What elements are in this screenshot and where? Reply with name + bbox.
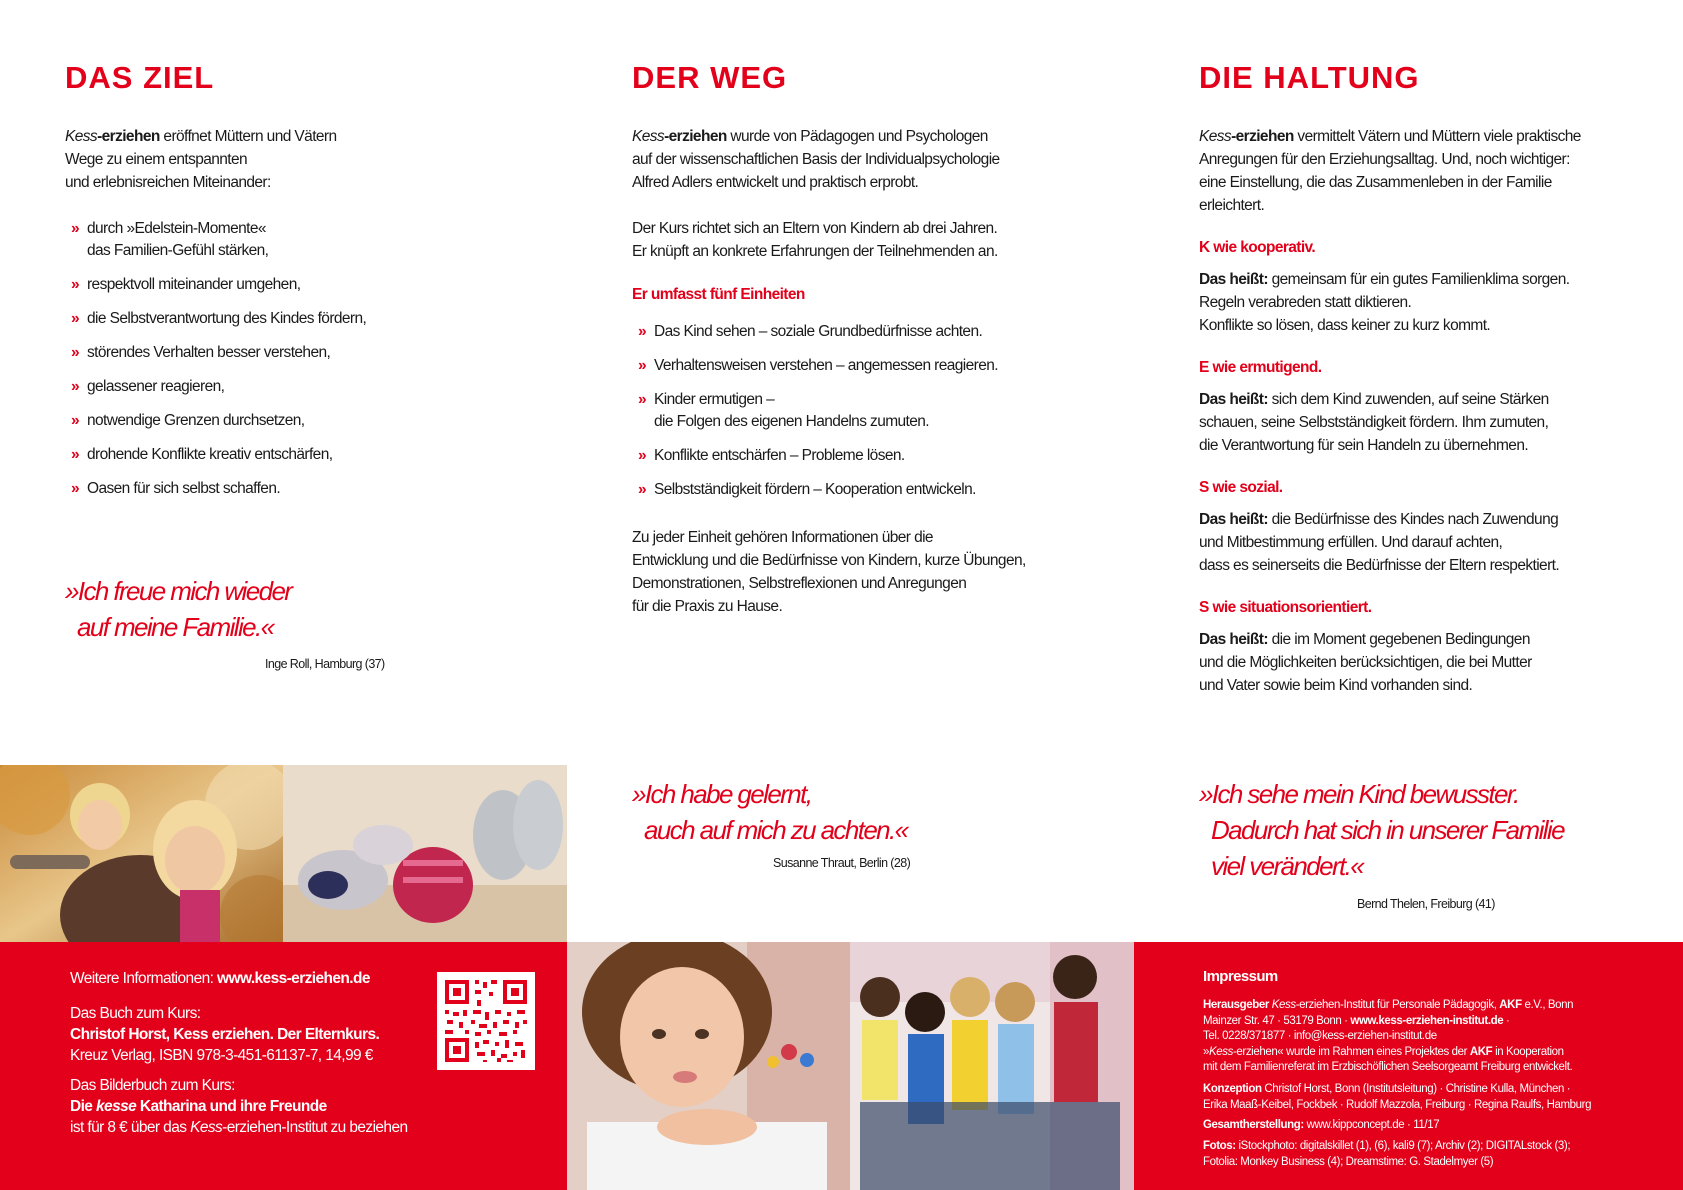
weg-unit-item-text: Konflikte entschärfen – Probleme lösen. [654,447,905,464]
ziel-bullet-item-text: respektvoll miteinander umgehen, [87,276,301,293]
ziel-bullet-item-text: notwendige Grenzen durchsetzen, [87,412,305,429]
ziel-bullet-item-text: drohende Konflikte kreativ entschärfen, [87,446,333,463]
weg-unit-item-text: die Folgen des eigenen Handelns zumuten. [654,413,930,430]
ziel-bullet-item-text: die Selbstverantwortung des Kindes fördern, [87,310,367,327]
haltung-e-text: Das heißt: sich dem Kind zuwenden, auf seine Stärken schauen, seine Selbstständigkeit fördern. Ihm zumuten, die Verantwortung für sein Handeln zu übernehmen. [1199,391,1549,454]
impressum-production: Gesamtherstellung: www.kippconcept.de · 11/17 [1203,1119,1440,1131]
weg-unit-item-text: Das Kind sehen – soziale Grundbedürfnisse achten. [654,323,983,340]
weg-unit-item-text: Verhaltensweisen verstehen – angemessen reagieren. [654,357,998,374]
photo-mother-daughter-art [0,765,283,942]
book-info: Das Buch zum Kurs: Christof Horst, Kess erziehen. Der Elternkurs. Kreuz Verlag, ISBN 978-3-451-61137-7, 14,99 € [70,1005,380,1064]
weg-unit-item-text: Selbstständigkeit fördern – Kooperation entwickeln. [654,481,976,498]
ziel-bullet-item [65,274,525,296]
more-info-link[interactable]: www.kess-erziehen.de [217,970,370,987]
weg-units-list [632,321,1102,513]
ziel-bullet-item-text: Oasen für sich selbst schaffen. [87,480,281,497]
ziel-intro: Kess-erziehen eröffnet Müttern und Vätern Wege zu einem entspannten und erlebnisreichen Miteinander: [65,128,337,191]
ziel-bullet-item [65,444,525,466]
chevron-bullet-icon: » [71,344,80,361]
chevron-bullet-icon: » [71,310,80,327]
ziel-bullet-item-text: das Familien-Gefühl stärken, [87,242,269,259]
ziel-quote-author: Inge Roll, Hamburg (37) [265,657,385,671]
chevron-bullet-icon: » [71,276,80,293]
haltung-e-heading: E wie ermutigend. [1199,359,1322,376]
ziel-bullet-item-text: störendes Verhalten besser verstehen, [87,344,331,361]
weg-outro: Zu jeder Einheit gehören Informationen über die Entwicklung und die Bedürfnisse von Kindern, kurze Übungen, Demonstrationen, Selbstreflexionen und Anregungen für die Praxis zu Hause. [632,529,1026,615]
weg-unit-item [632,355,1102,377]
ziel-bullet-item [65,376,525,398]
weg-quote: »Ich habe gelernt, auch auf mich zu achten.« [632,779,908,845]
photo-mother-daughter [0,765,283,942]
haltung-s2-heading: S wie situationsorientiert. [1199,599,1372,616]
impressum-title: Impressum [1203,968,1278,985]
impressum-photo-credits: Fotos: iStockphoto: digitalskillet (1), (6), kali9 (7); Archiv (2); DIGITALstock (3); Fotolia: Monkey Business (4); Dreamstime: G. Stadelmyer (5) [1203,1140,1571,1168]
chevron-bullet-icon: » [638,357,647,374]
weg-title: DER WEG [632,60,788,95]
weg-unit-item [632,321,1102,343]
chevron-bullet-icon: » [71,480,80,497]
picturebook-info: Das Bilderbuch zum Kurs: Die kesse Katharina und ihre Freunde ist für 8 € über das Kess-erziehen-Institut zu beziehen [70,1077,408,1136]
haltung-quote-author: Bernd Thelen, Freiburg (41) [1357,897,1495,911]
haltung-s1-heading: S wie sozial. [1199,479,1283,496]
weg-unit-item-text: Kinder ermutigen – [654,391,775,408]
weg-unit-item [632,479,1102,501]
ziel-bullet-item [65,342,525,364]
haltung-quote: »Ich sehe mein Kind bewusster. Dadurch hat sich in unserer Familie viel verändert.« [1199,779,1564,881]
haltung-s2-text: Das heißt: die im Moment gegebenen Bedingungen und die Möglichkeiten berücksichtigen, die bei Mutter und Vater sowie beim Kind vorhanden sind. [1199,631,1532,694]
chevron-bullet-icon: » [638,447,647,464]
weg-unit-item [632,445,1102,467]
weg-unit-item [632,389,1102,433]
photo-running-children-art [850,942,1134,1190]
weg-intro: Kess-erziehen wurde von Pädagogen und Psychologen auf der wissenschaftlichen Basis der Individualpsychologie Alfred Adlers entwickelt und praktisch erprobt. [632,128,1000,191]
ziel-bullet-item [65,410,525,432]
chevron-bullet-icon: » [638,481,647,498]
photo-girl-laptop [567,942,850,1190]
ziel-bullet-list [65,218,525,512]
chevron-bullet-icon: » [71,378,80,395]
haltung-k-text: Das heißt: gemeinsam für ein gutes Familienklima sorgen. Regeln verabreden statt diktieren. Konflikte so lösen, dass keiner zu kurz kommt. [1199,271,1570,334]
qr-code[interactable] [437,972,535,1070]
chevron-bullet-icon: » [638,323,647,340]
photo-family-socks-art [283,765,567,942]
impressum-publisher: Herausgeber Kess-erziehen-Institut für Personale Pädagogik, AKF e.V., Bonn Mainzer Str. 47 · 53179 Bonn · www.kess-erziehen-institut.de · Tel. 0228/371877 · info@kess-erziehen-institut.de »Kess-erziehen« wurde im Rahmen eines Projektes der AKF in Kooperation mit dem Familienreferat im Erzbischöflichen Seelsorgeamt Freiburg entwickelt. [1203,999,1574,1073]
haltung-intro: Kess-erziehen vermittelt Vätern und Müttern viele praktische Anregungen für den Erziehungsalltag. Und, noch wichtiger: eine Einstellung, die das Zusammenleben in der Familie erleichtert. [1199,128,1581,214]
photo-girl-laptop-art [567,942,850,1190]
chevron-bullet-icon: » [71,446,80,463]
haltung-k-heading: K wie kooperativ. [1199,239,1316,256]
photo-running-children [850,942,1134,1190]
ziel-title: DAS ZIEL [65,60,215,95]
ziel-quote: »Ich freue mich wieder auf meine Familie.« [65,576,292,642]
ziel-bullet-item [65,308,525,330]
haltung-s1-text: Das heißt: die Bedürfnisse des Kindes nach Zuwendung und Mitbestimmung erfüllen. Und darauf achten, dass es seinerseits die Bedürfnisse der Eltern respektiert. [1199,511,1560,574]
ziel-bullet-item [65,478,525,500]
weg-units-heading: Er umfasst fünf Einheiten [632,286,805,303]
haltung-title: DIE HALTUNG [1199,60,1420,95]
impressum-website-link[interactable]: www.kess-erziehen-institut.de [1350,1014,1504,1027]
weg-quote-author: Susanne Thraut, Berlin (28) [773,856,911,870]
ziel-bullet-item [65,218,525,262]
chevron-bullet-icon: » [71,220,80,237]
photo-family-socks [283,765,567,942]
ziel-bullet-item-text: gelassener reagieren, [87,378,225,395]
ziel-bullet-item-text: durch »Edelstein-Momente« [87,220,266,237]
impressum-konzeption: Konzeption Christof Horst, Bonn (Institutsleitung) · Christine Kulla, München · Erika Maaß-Keibel, Fockbek · Rudolf Mazzola, Freiburg · Regina Raulfs, Hamburg [1203,1083,1592,1111]
chevron-bullet-icon: » [638,391,647,408]
qr-code-art [437,972,535,1070]
weg-course-text: Der Kurs richtet sich an Eltern von Kindern ab drei Jahren. Er knüpft an konkrete Erfahrungen der Teilnehmenden an. [632,220,998,260]
more-info: Weitere Informationen: www.kess-erziehen.de [70,970,370,987]
chevron-bullet-icon: » [71,412,80,429]
